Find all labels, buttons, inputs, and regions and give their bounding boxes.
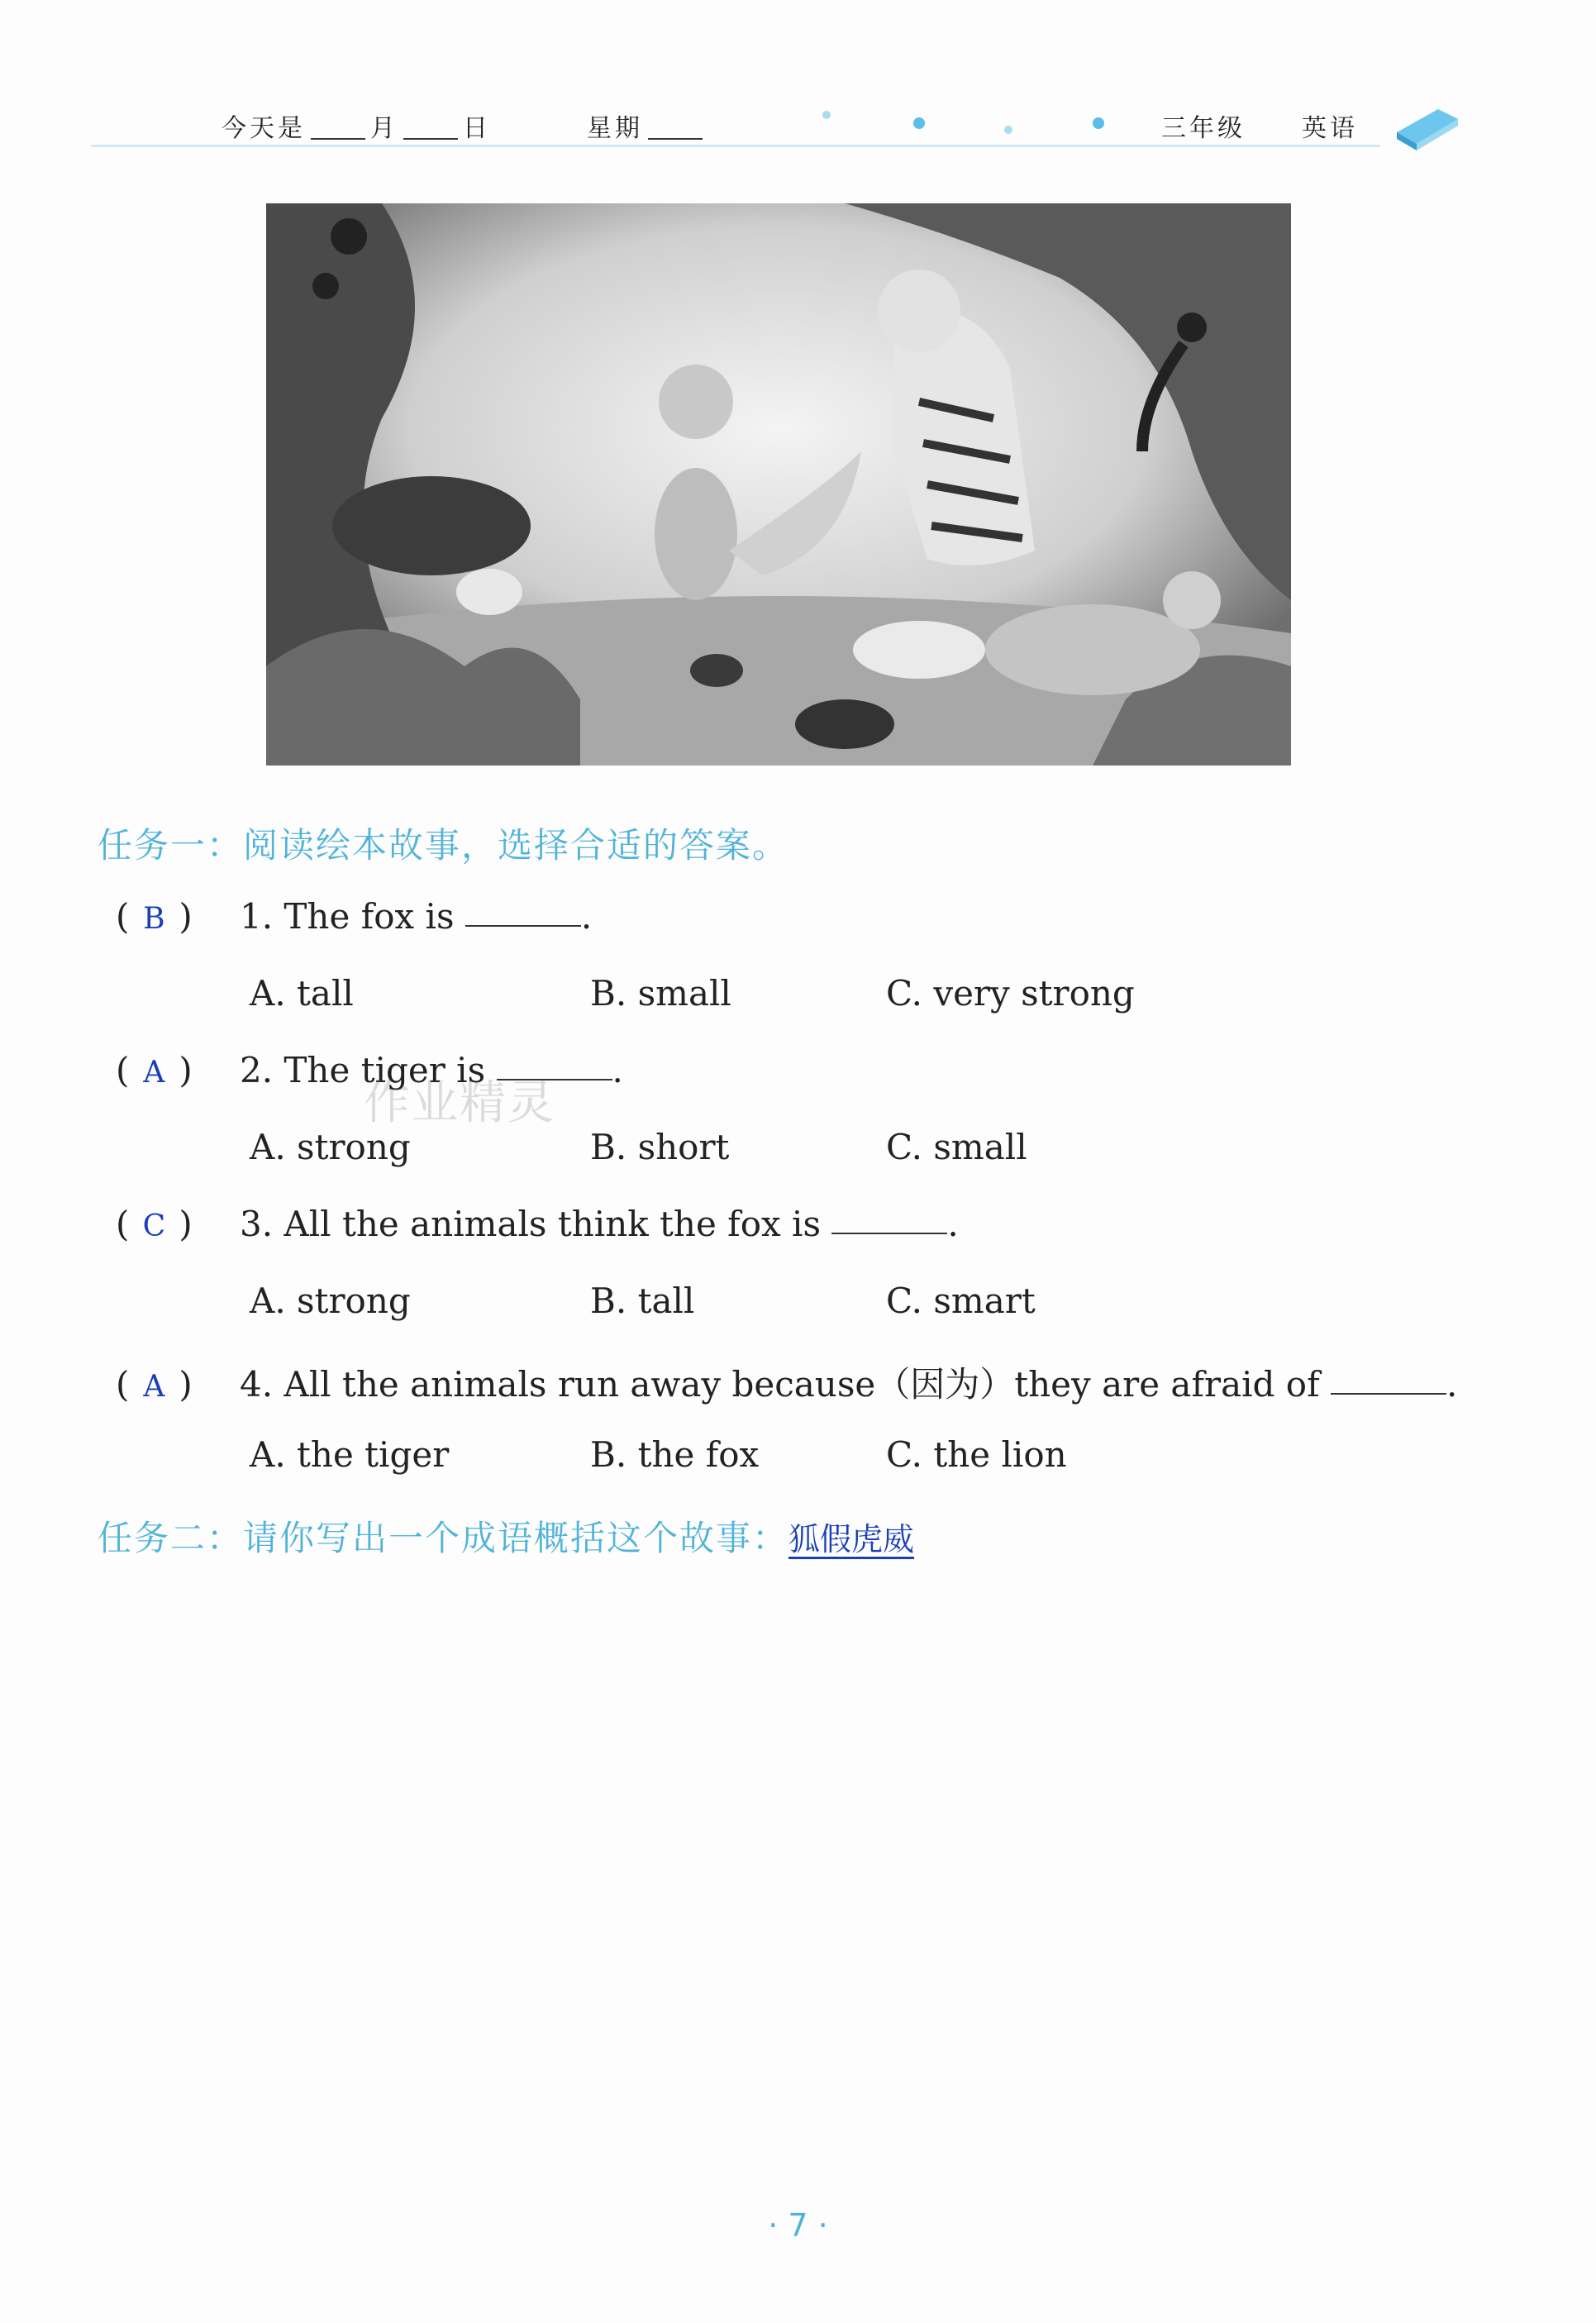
answer-paren: ( C ): [116, 1204, 193, 1244]
answer-mark[interactable]: B: [143, 902, 165, 936]
answer-blank[interactable]: [1331, 1393, 1446, 1395]
month-blank: [311, 138, 365, 140]
option-b[interactable]: B. tall: [590, 1281, 695, 1321]
question-end: .: [1446, 1364, 1458, 1405]
date-fields: [222, 107, 491, 144]
date-prefix: 今天是: [222, 114, 306, 143]
option-a[interactable]: A. tall: [250, 973, 354, 1014]
answer-mark[interactable]: A: [143, 1370, 165, 1404]
decor-dot: [1004, 126, 1012, 134]
question-text: 4. All the animals run away because（因为）they are afraid of: [240, 1364, 1331, 1405]
decor-dot: [1093, 117, 1104, 129]
weekday-label: 星期: [587, 114, 643, 143]
answer-blank[interactable]: [831, 1233, 947, 1234]
option-c[interactable]: C. very strong: [886, 973, 1135, 1014]
task2-answer[interactable]: 狐假虎威: [788, 1521, 915, 1557]
option-b[interactable]: B. short: [590, 1127, 730, 1167]
option-c[interactable]: C. small: [886, 1127, 1027, 1167]
forest-scene-image: [266, 203, 1291, 766]
option-a[interactable]: A. strong: [250, 1127, 411, 1167]
question-1: [116, 896, 592, 937]
question-3: [116, 1204, 959, 1244]
task2-heading: [98, 1511, 914, 1561]
question-4: [116, 1357, 1457, 1407]
task1-heading: 任务一：阅读绘本故事，选择合适的答案。: [98, 825, 789, 866]
option-c[interactable]: C. smart: [886, 1281, 1036, 1321]
question-end: .: [580, 896, 593, 937]
option-c[interactable]: C. the lion: [886, 1434, 1067, 1475]
answer-mark[interactable]: C: [142, 1209, 166, 1243]
task2-title: 任务二：请你写出一个成语概括这个故事：: [98, 1518, 789, 1558]
weekday-field: [587, 107, 707, 144]
question-text: 1. The fox is: [240, 896, 465, 937]
question-end: .: [947, 1204, 959, 1244]
question-text: 3. All the animals think the fox is: [240, 1204, 832, 1244]
watermark: 作业精灵: [364, 1076, 555, 1130]
decor-dot: [913, 117, 925, 129]
grade-label: 三年级: [1161, 114, 1246, 143]
page-header: [91, 91, 1463, 157]
option-a[interactable]: A. the tiger: [250, 1434, 450, 1475]
day-blank: [403, 138, 458, 140]
header-divider: [91, 145, 1380, 147]
day-label: 日: [463, 114, 491, 143]
weekday-blank: [648, 138, 703, 140]
answer-paren: ( A ): [116, 1364, 193, 1405]
option-b[interactable]: B. the fox: [590, 1434, 760, 1475]
answer-mark[interactable]: A: [143, 1056, 165, 1090]
answer-blank[interactable]: [465, 925, 581, 927]
decor-dot: [822, 111, 831, 119]
page-number: · 7 ·: [768, 2207, 828, 2244]
month-label: 月: [370, 114, 398, 143]
option-b[interactable]: B. small: [590, 973, 731, 1014]
subject-label: 英语: [1302, 114, 1358, 143]
question-end: .: [612, 1050, 623, 1090]
option-a[interactable]: A. strong: [250, 1281, 411, 1321]
book-icon: [1389, 99, 1463, 157]
answer-paren: ( B ): [116, 896, 193, 937]
story-illustration: [266, 203, 1291, 766]
answer-paren: ( A ): [116, 1050, 193, 1090]
question-text: 2. The tiger is: [240, 1050, 497, 1090]
